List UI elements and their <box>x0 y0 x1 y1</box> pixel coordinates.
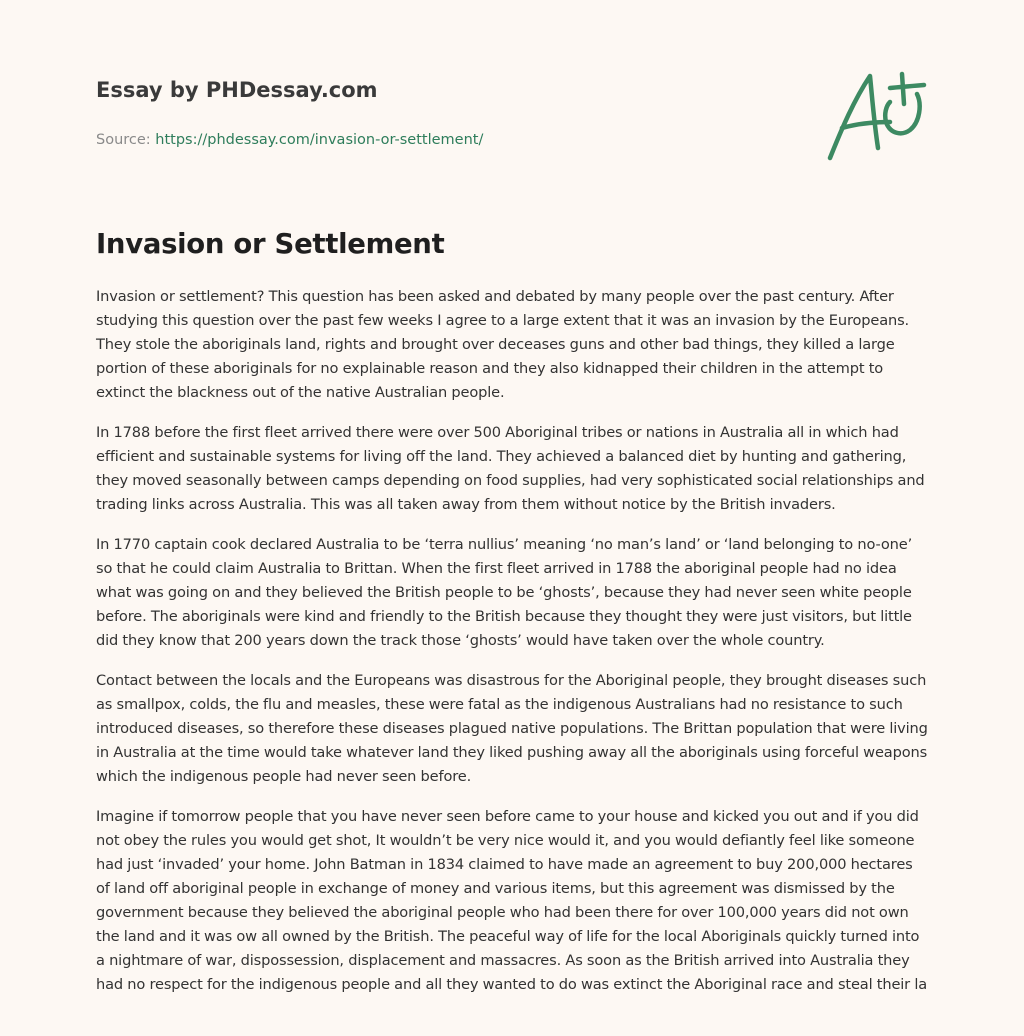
essay-paragraph: In 1770 captain cook declared Australia to be ‘terra nullius’ meaning ‘no man’s land’ or ‘land belonging to no-one’ so that he could claim Australia to Brittan. When the first fleet arrived in 1788 the aboriginal people had no idea what was going on and they believed the British people to be ‘ghosts’, because they had never seen white people before. The aboriginals were kind and friendly to the British because they thought they were just visitors, but little did they know that 200 years down the track those ‘ghosts’ would have taken over the whole country. <box>96 536 913 649</box>
source-label: Source: <box>96 132 156 148</box>
page-header <box>96 76 928 150</box>
essay-paragraph: In 1788 before the first fleet arrived there were over 500 Aboriginal tribes or nations in Australia all in which had efficient and sustainable systems for living off the land. They achieved a balanced diet by hunting and gathering, they moved seasonally between camps depending on food supplies, had very sophisticated social relationships and trading links across Australia. This was all taken away from them without notice by the British invaders. <box>96 424 925 513</box>
source-link[interactable]: https://phdessay.com/invasion-or-settlement/ <box>155 132 484 148</box>
essay-paragraph: Contact between the locals and the Europeans was disastrous for the Aboriginal people, they brought diseases such as smallpox, colds, the flu and measles, these were fatal as the indigenous Australians had no resistance to such introduced diseases, so therefore these diseases plagued native populations. The Brittan population that were living in Australia at the time would take whatever land they liked pushing away all the aboriginals using forceful weapons which the indigenous people had never seen before. <box>96 672 928 785</box>
essay-paragraph: Imagine if tomorrow people that you have never seen before came to your house and kicked you out and if you did not obey the rules you would get shot, It wouldn’t be very nice would it, and you would defiantly feel like someone had just ‘invaded’ your home. John Batman in 1834 claimed to have made an agreement to buy 200,000 hectares of land off aboriginal people in exchange of money and various items, but this agreement was dismissed by the government because they believed the aboriginal people who had been there for over 100,000 years did not own the land and it was ow all owned by the British. The peaceful way of life for the local Aboriginals quickly turned into a nightmare of war, dispossession, displacement and massacres. As soon as the British arrived into Australia they had no respect for the indigenous people and all they wanted to do was extinct the Aboriginal race and steal their la <box>96 808 928 993</box>
source-line <box>96 130 928 150</box>
essay-paragraph: Invasion or settlement? This question has been asked and debated by many people over the past century. After studying this question over the past few weeks I agree to a large extent that it was an invasion by the Europeans. They stole the aboriginals land, rights and brought over deceases guns and other bad things, they killed a large portion of these aboriginals for no explainable reason and they also kidnapped their children in the attempt to extinct the blackness out of the native Australian people. <box>96 288 910 401</box>
essay-title: Invasion or Settlement <box>96 228 445 260</box>
site-brand: Essay by PHDessay.com <box>96 78 378 102</box>
essay-body <box>96 285 930 1013</box>
a-plus-grade-logo-icon <box>820 66 930 166</box>
